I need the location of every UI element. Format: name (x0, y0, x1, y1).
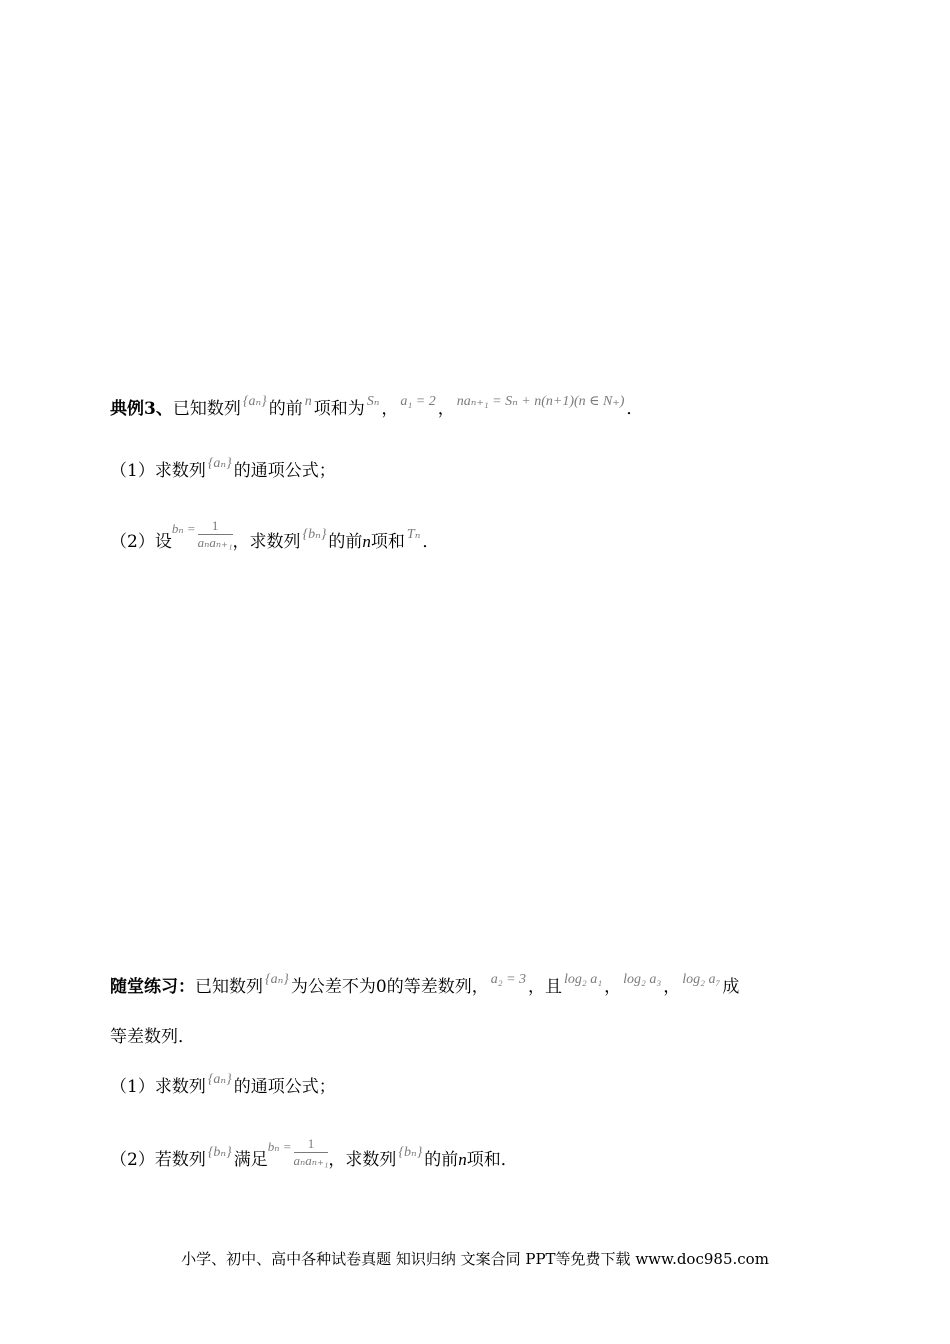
example3-q1 (110, 456, 336, 481)
example3-q2-mid2: 的前 (328, 532, 363, 552)
example3-a1: a₁ = 2 (400, 394, 436, 409)
practice-stem-text-3: ，且 (528, 977, 563, 997)
example3-q1-suffix: 的通项公式； (233, 461, 336, 481)
example3-recurrence: naₙ₊₁ = Sₙ + n(n+1)(n ∈ N₊) (456, 394, 625, 409)
example3-seq-a: {aₙ} (242, 394, 267, 409)
practice-stem-text-4: 成 (722, 977, 740, 997)
practice-q2-mid3: 的前 (424, 1150, 459, 1170)
practice-bn-def-left: bₙ = (267, 1139, 292, 1154)
practice-q2-suffix: 项和． (466, 1150, 518, 1170)
practice-fraction-numerator: 1 (294, 1136, 329, 1153)
example3-stem-text-3: 项和为 (313, 399, 365, 419)
practice-q2-mid: 满足 (233, 1150, 268, 1170)
example3-stem-text-2: 的前 (268, 399, 303, 419)
example3-end: ． (626, 399, 644, 419)
example3-tn: Tₙ (406, 527, 421, 542)
practice-stem-cont (110, 1022, 195, 1047)
example3-fraction (198, 518, 233, 551)
practice-seq-a: {aₙ} (265, 972, 289, 987)
example3-sn: Sₙ (366, 394, 380, 409)
practice-stem-text-2: 为公差不为0的等差数列， (290, 977, 489, 997)
practice-fraction-denominator: aₙaₙ₊₁ (293, 1153, 329, 1168)
practice-stem-text-5: 等差数列． (110, 1027, 195, 1047)
example3-q2 (110, 518, 440, 559)
practice-q1 (110, 1072, 336, 1097)
example3-q1-prefix: （1）求数列 (110, 461, 206, 481)
example3-q2-prefix: （2）设 (110, 532, 172, 552)
example3-label: 典例3、 (110, 399, 173, 419)
practice-q1-prefix: （1）求数列 (110, 1077, 206, 1097)
example3-comma-1: ， (381, 399, 399, 419)
practice-log-1: log₂ a₁ (564, 972, 603, 987)
practice-q2-seq-b: {bₙ} (207, 1145, 232, 1160)
example3-stem (110, 394, 643, 419)
example3-bn-def-left: bₙ = (171, 521, 196, 536)
practice-q2-mid2: ，求数列 (328, 1150, 397, 1170)
practice-log-2: log₂ a₃ (623, 972, 662, 987)
practice-sep-2: ， (663, 977, 681, 997)
practice-q2-n: n (458, 1150, 467, 1169)
practice-q2-seq-b-2: {bₙ} (398, 1145, 423, 1160)
practice-q2-prefix: （2）若数列 (110, 1150, 206, 1170)
practice-q1-seq-a: {aₙ} (207, 1072, 232, 1087)
example3-q2-end: ． (422, 532, 440, 552)
example3-seq-b: {bₙ} (302, 527, 327, 542)
practice-sep-1: ， (604, 977, 622, 997)
page-footer: 小学、初中、高中各种试卷真题 知识归纳 文案合同 PPT等免费下载 www.doc985.com (181, 1250, 769, 1268)
practice-q1-suffix: 的通项公式； (233, 1077, 336, 1097)
practice-q2 (110, 1136, 518, 1177)
practice-stem-text-1: 已知数列 (195, 977, 263, 997)
practice-a2: a₂ = 3 (490, 972, 527, 987)
practice-fraction (294, 1136, 329, 1169)
example3-n: n (304, 394, 312, 409)
example3-fraction-denominator: aₙaₙ₊₁ (197, 535, 233, 550)
example3-q1-seq-a: {aₙ} (207, 456, 232, 471)
practice-label: 随堂练习： (110, 977, 195, 997)
example3-stem-text-1: 已知数列 (172, 399, 241, 419)
practice-stem (110, 972, 739, 997)
example3-q2-suffix: 项和 (370, 532, 405, 552)
practice-log-3: log₂ a₇ (682, 972, 721, 987)
example3-q2-mid: ，求数列 (232, 532, 301, 552)
example3-comma-2: ， (437, 399, 455, 419)
example3-fraction-numerator: 1 (198, 518, 233, 535)
example3-q2-n: n (362, 532, 371, 551)
